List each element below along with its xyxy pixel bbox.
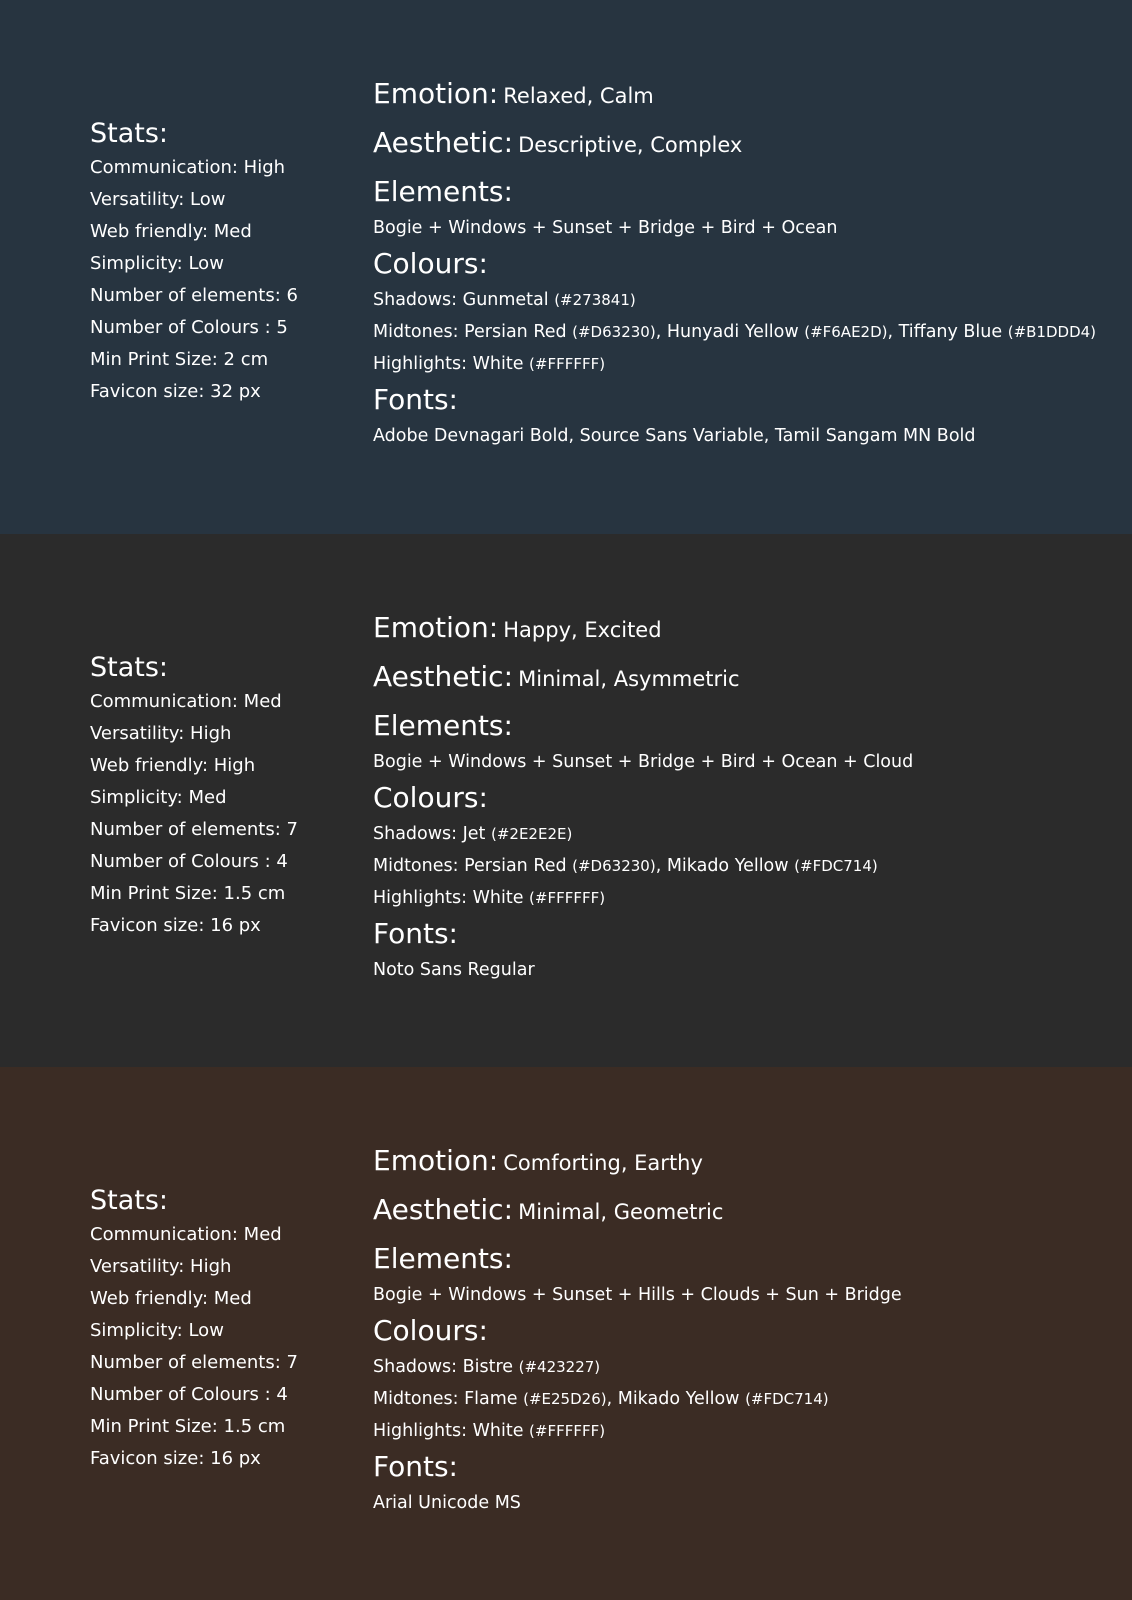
fonts-value: Noto Sans Regular [373,960,535,980]
stat-simplicity: Simplicity: Med [90,787,227,808]
fonts-heading [373,914,1123,954]
stat-number-of-elements: Number of elements: 7 [90,819,298,840]
shadows-hex: (#2E2E2E) [490,825,573,843]
aesthetic-label: Aesthetic: [373,126,514,159]
midtone-text: , Hunyadi Yellow [655,322,805,342]
shadows-hex: (#423227) [518,1358,601,1376]
midtone-text: Midtones: Flame [373,1389,524,1409]
stats-block [90,1184,298,1475]
emotion-value: Relaxed, Calm [503,84,654,108]
details-block [373,74,1123,452]
stat-number-of-colours: Number of Colours : 4 [90,1384,288,1405]
shadows-line [373,284,1123,316]
midtone-hex: (#FDC714) [794,857,878,875]
midtone-hex: (#E25D26) [523,1390,607,1408]
midtone-text: , Mikado Yellow [655,856,795,876]
midtone-hex: (#D63230) [572,323,656,341]
emotion-label: Emotion: [373,1144,499,1177]
stat-number-of-elements: Number of elements: 7 [90,1352,298,1373]
details-block [373,1141,1123,1519]
stat-number-of-colours: Number of Colours : 5 [90,317,288,338]
elements-value: Bogie + Windows + Sunset + Bridge + Bird + Ocean [373,218,838,238]
stats-title: Stats: [90,118,169,149]
stat-communication: Communication: Med [90,1224,282,1245]
elements-heading [373,172,1123,212]
shadows-hex: (#273841) [554,291,636,309]
highlights-hex: (#FFFFFF) [529,889,606,907]
midtone-text: Midtones: Persian Red [373,322,573,342]
stat-versatility: Versatility: High [90,723,232,744]
stat-versatility: Versatility: Low [90,189,226,210]
colours-heading [373,244,1123,284]
emotion-row [373,608,1123,650]
stat-favicon-size: Favicon size: 16 px [90,1448,261,1469]
midtone-hex: (#F6AE2D) [804,323,888,341]
highlights-hex: (#FFFFFF) [529,355,606,373]
aesthetic-value: Descriptive, Complex [518,133,743,157]
emotion-label: Emotion: [373,611,499,644]
fonts-label: Fonts: [373,1450,458,1483]
midtone-hex: (#D63230) [572,857,656,875]
fonts-value: Adobe Devnagari Bold, Source Sans Variable, Tamil Sangam MN Bold [373,426,976,446]
palette-panel-2 [0,534,1132,1067]
stat-communication: Communication: High [90,157,286,178]
stats-block [90,117,298,408]
midtones-line [373,850,1123,882]
colours-label: Colours: [373,247,488,280]
stat-web-friendly: Web friendly: Med [90,221,252,242]
fonts-heading [373,380,1123,420]
highlights-line [373,348,1123,380]
emotion-label: Emotion: [373,77,499,110]
stat-versatility: Versatility: High [90,1256,232,1277]
highlights-line [373,882,1123,914]
fonts-value: Arial Unicode MS [373,1493,521,1513]
midtones-line [373,316,1123,348]
aesthetic-value: Minimal, Geometric [518,1200,724,1224]
aesthetic-row [373,123,1123,165]
elements-label: Elements: [373,1242,513,1275]
emotion-value: Happy, Excited [503,618,662,642]
stat-min-print-size: Min Print Size: 2 cm [90,349,269,370]
stats-title: Stats: [90,652,169,683]
elements-heading [373,1239,1123,1279]
palette-panel-3 [0,1067,1132,1600]
stat-web-friendly: Web friendly: Med [90,1288,252,1309]
midtones-line [373,1383,1123,1415]
stat-simplicity: Simplicity: Low [90,1320,224,1341]
aesthetic-label: Aesthetic: [373,1193,514,1226]
colours-heading [373,778,1123,818]
emotion-value: Comforting, Earthy [503,1151,703,1175]
stat-favicon-size: Favicon size: 32 px [90,381,261,402]
highlights-line [373,1415,1123,1447]
shadows-text: Shadows: Jet [373,824,491,844]
midtone-hex: (#FDC714) [745,1390,829,1408]
stat-min-print-size: Min Print Size: 1.5 cm [90,1416,286,1437]
elements-value: Bogie + Windows + Sunset + Hills + Clouds + Sun + Bridge [373,1285,902,1305]
stat-min-print-size: Min Print Size: 1.5 cm [90,883,286,904]
elements-heading [373,706,1123,746]
elements-label: Elements: [373,709,513,742]
shadows-line [373,818,1123,850]
midtone-text: Midtones: Persian Red [373,856,573,876]
shadows-text: Shadows: Bistre [373,1357,519,1377]
midtone-hex: (#B1DDD4) [1007,323,1097,341]
highlights-text: Highlights: White [373,888,530,908]
stat-simplicity: Simplicity: Low [90,253,224,274]
stat-favicon-size: Favicon size: 16 px [90,915,261,936]
stat-communication: Communication: Med [90,691,282,712]
midtone-text: , Tiffany Blue [887,322,1008,342]
shadows-text: Shadows: Gunmetal [373,290,555,310]
fonts-label: Fonts: [373,917,458,950]
palette-panel-1 [0,0,1132,534]
stat-number-of-colours: Number of Colours : 4 [90,851,288,872]
emotion-row [373,1141,1123,1183]
stats-title: Stats: [90,1185,169,1216]
colours-label: Colours: [373,1314,488,1347]
fonts-heading [373,1447,1123,1487]
emotion-row [373,74,1123,116]
midtone-text: , Mikado Yellow [606,1389,746,1409]
colours-label: Colours: [373,781,488,814]
aesthetic-row [373,657,1123,699]
fonts-label: Fonts: [373,383,458,416]
elements-value: Bogie + Windows + Sunset + Bridge + Bird + Ocean + Cloud [373,752,914,772]
stat-web-friendly: Web friendly: High [90,755,256,776]
stats-block [90,651,298,942]
elements-label: Elements: [373,175,513,208]
stat-number-of-elements: Number of elements: 6 [90,285,298,306]
aesthetic-value: Minimal, Asymmetric [518,667,740,691]
highlights-hex: (#FFFFFF) [529,1422,606,1440]
colours-heading [373,1311,1123,1351]
aesthetic-row [373,1190,1123,1232]
aesthetic-label: Aesthetic: [373,660,514,693]
highlights-text: Highlights: White [373,1421,530,1441]
shadows-line [373,1351,1123,1383]
details-block [373,608,1123,986]
highlights-text: Highlights: White [373,354,530,374]
